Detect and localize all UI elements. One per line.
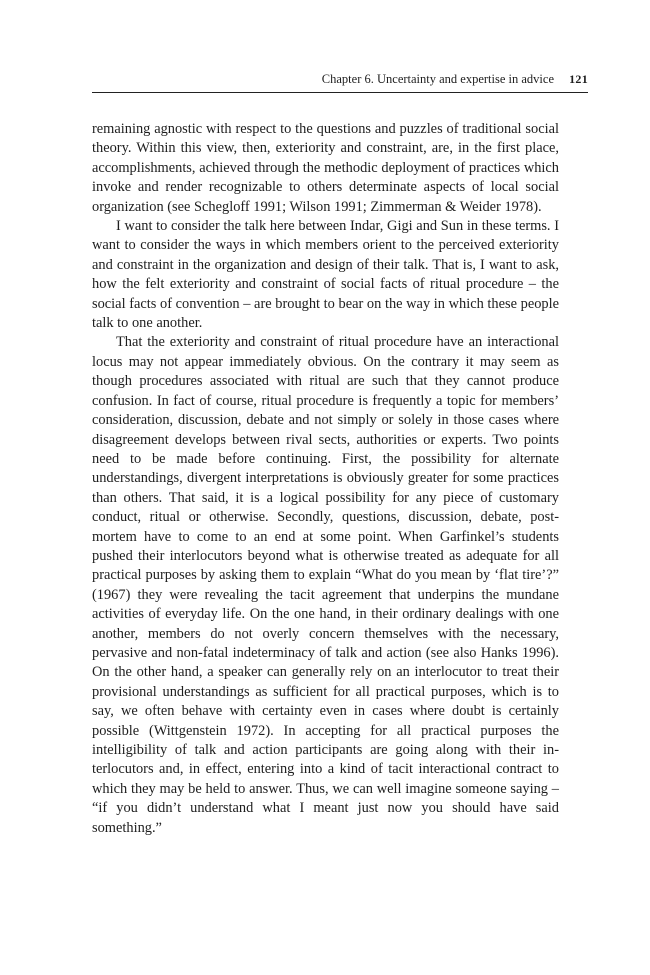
- paragraph: I want to consider the talk here between Indar, Gigi and Sun in these terms. I want to consider the ways in which members orient to the perceived exteriority and constraint in the organization and design of their talk. That is, I want to ask, how the felt exteriority and constraint of social facts of ritual procedure – the social facts of convention – are brought to bear on the way in which these people talk to one another.: [92, 218, 559, 332]
- paragraph: remaining agnostic with respect to the questions and puzzles of traditional social theory. Within this view, then, exteriority and constraint, are, in the first place, accomplishments, achieved through the methodic deployment of practices which invoke and render recognizable to others determinate aspects of local social organization (see Schegloff 1991; Wilson 1991; Zimmerman & Weider 1978).: [92, 121, 559, 215]
- running-header: [92, 70, 588, 93]
- paragraph: That the exteriority and constraint of ritual procedure have an interactional locus may not appear immediately obvious. On the contrary it may seem as though procedures associated with ritual are such that they cannot produce confusion. In fact of course, ritual procedure is frequently a topic for members’ consideration, discussion, debate and not simply or solely in those cases where disagreement develops between rival sects, authorities or experts. Two points need to be made before continuing. First, the possibility for alternate understandings, divergent interpretations is obviously greater for some practices than others. That said, it is a logical possibility for any piece of customary conduct, ritual or otherwise. Secondly, questions, discussion, debate, post-mortem have to come to an end at some point. When Garfinkel’s students pushed their interlocutors beyond what is otherwise treated as adequate for all practical purposes by asking them to explain “What do you mean by ‘flat tire’?” (1967) they were revealing the tacit agreement that underpins the mundane activities of everyday life. On the one hand, in their ordinary dealings with one another, members do not overly concern themselves with the necessary, pervasive and non-fatal indeterminacy of talk and action (see also Hanks 1996). On the other hand, a speaker can generally rely on an interlocutor to treat their provisional understandings as sufficient for all practical purposes, which is to say, we often behave with certainty even in cases where doubt is certainly possible (Wittgenstein 1972). In accepting for all practical purposes the intelligibility of talk and action participants are going along with their interlocutors and, in effect, entering into a kind of tacit interactional contract to which they may be held to answer. Thus, we can well imagine someone saying – “if you didn’t understand what I meant just now you should have said something.”: [92, 334, 559, 836]
- page-number: 121: [569, 72, 588, 86]
- body-text: [92, 120, 559, 838]
- chapter-title: Chapter 6. Uncertainty and expertise in advice: [321, 72, 554, 86]
